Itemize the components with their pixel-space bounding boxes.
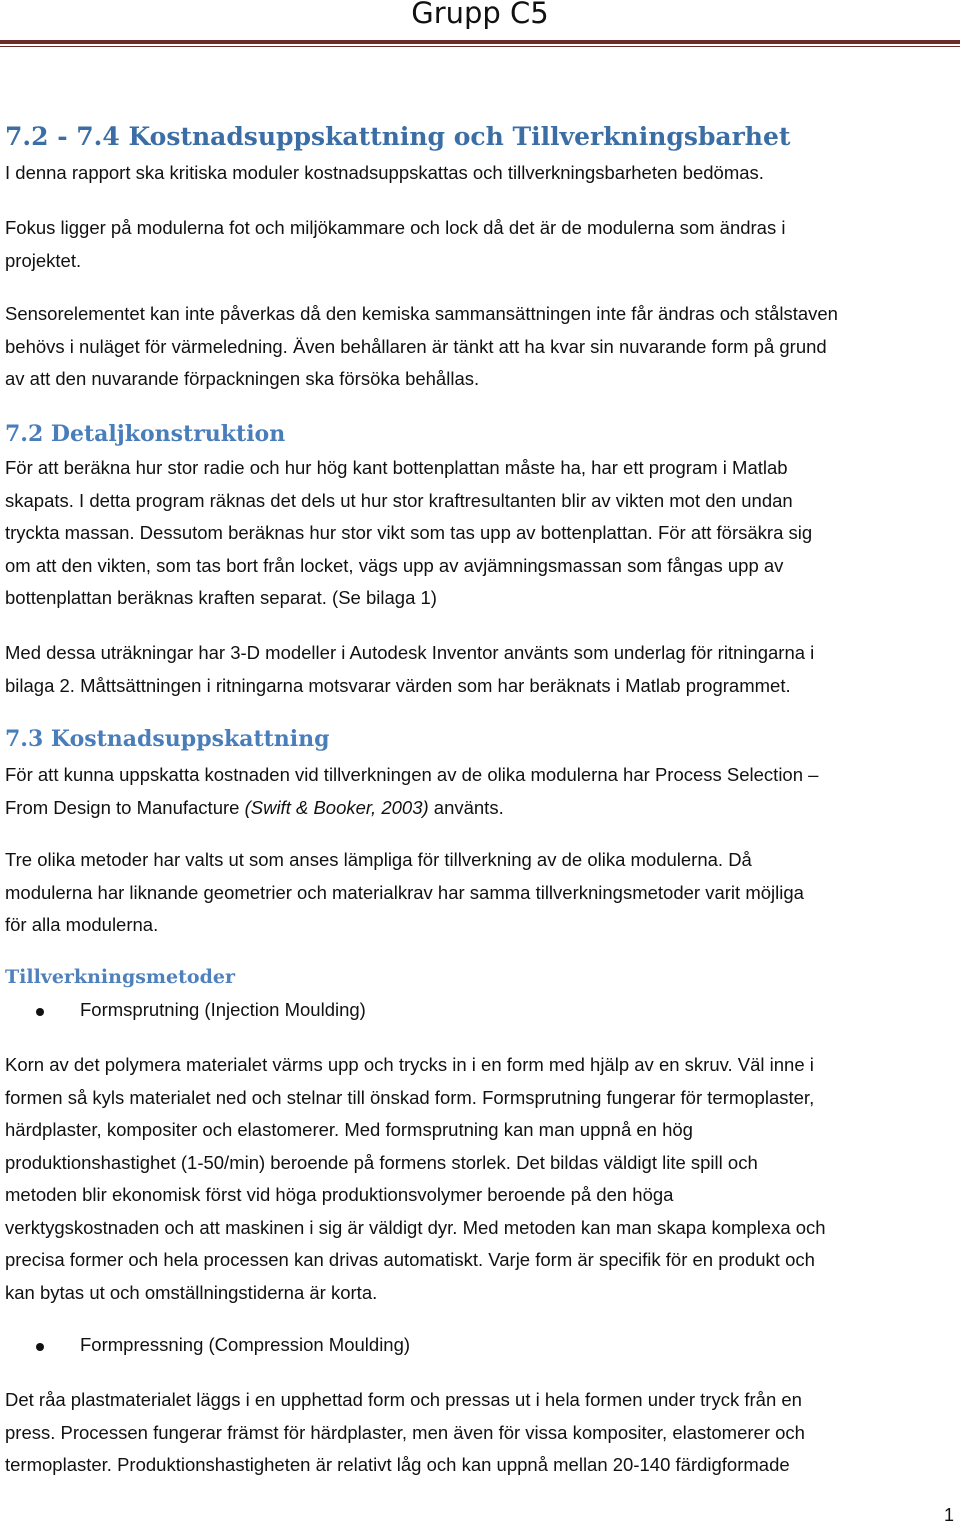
text-segment: From Design to Manufacture xyxy=(5,796,245,818)
section-heading-73: 7.3 Kostnadsuppskattning xyxy=(5,726,330,752)
text-line: bilaga 2. Måttsättningen i ritningarna motsvarar värden som har beräknats i Matlab programmet. xyxy=(5,674,791,696)
text-line: modulerna har liknande geometrier och materialkrav har samma tillverkningsmetoder varit möjliga xyxy=(5,881,804,903)
citation-reference: (Swift & Booker, 2003) xyxy=(244,796,429,818)
paragraph-focus xyxy=(5,212,960,277)
text-line: av att den nuvarande förpackningen ska försöka behållas. xyxy=(5,368,480,389)
paragraph-compression xyxy=(5,1384,960,1482)
text-line: Det råa plastmaterialet läggs i en upphettad form och pressas ut i hela formen under tryck från en xyxy=(5,1389,802,1410)
text-line: precisa former och hela processen kan drivas automatiskt. Varje form är specifik för en produkt och xyxy=(5,1249,815,1270)
text-line: bottenplattan beräknas kraften separat. (Se bilaga 1) xyxy=(5,587,437,608)
text-line: verktygskostnaden och att maskinen i sig är väldigt dyr. Med metoden kan man skapa komplexa och xyxy=(5,1216,826,1238)
text-line: Med dessa uträkningar har 3-D modeller i Autodesk Inventor använts som underlag för ritningarna i xyxy=(5,642,815,663)
text-line: Sensorelementet kan inte påverkas då den kemiska sammansättningen inte får ändras och stålstaven xyxy=(5,303,838,324)
text-line: I denna rapport ska kritiska moduler kostnadsuppskattas och tillverkningsbarheten bedömas. xyxy=(5,162,764,183)
text-line: press. Processen fungerar främst för härdplaster, men även för vissa kompositer, elastomerer och xyxy=(5,1421,805,1443)
text-line: för alla modulerna. xyxy=(5,914,159,935)
text-line: produktionshastighet (1-50/min) beroende på formens storlek. Det bildas väldigt lite spill och xyxy=(5,1151,758,1173)
header-rule-thick xyxy=(0,40,960,44)
document-header-title: Grupp C5 xyxy=(411,0,549,30)
section-heading-main: 7.2 - 7.4 Kostnadsuppskattning och Tillverkningsbarhet xyxy=(5,122,791,151)
paragraph-cost-2 xyxy=(5,844,960,942)
paragraph-detail-1 xyxy=(5,452,960,615)
section-heading-72: 7.2 Detaljkonstruktion xyxy=(5,421,286,447)
text-line: För att beräkna hur stor radie och hur hög kant bottenplattan måste ha, har ett program i Matlab xyxy=(5,457,788,478)
text-line: kan bytas ut och omställningstiderna är korta. xyxy=(5,1281,378,1303)
text-line: formen så kyls materialet ned och stelnar till önskad form. Formsprutning fungerar för termoplaster, xyxy=(5,1086,815,1108)
paragraph-injection xyxy=(5,1049,960,1309)
paragraph-cost-1 xyxy=(5,759,960,824)
text-line xyxy=(5,792,960,825)
header-rule-thin xyxy=(0,46,960,47)
paragraph-detail-2 xyxy=(5,637,960,702)
text-line: Fokus ligger på modulerna fot och miljökammare och lock då det är de modulerna som ändras i xyxy=(5,217,786,238)
text-segment: använts. xyxy=(428,796,504,818)
text-line: härdplaster, kompositer och elastomerer. Med formsprutning kan man uppnå en hög xyxy=(5,1119,693,1140)
text-line: Korn av det polymera materialet värms upp och trycks in i en form med hjälp av en skruv. Väl inne i xyxy=(5,1054,814,1075)
paragraph-intro xyxy=(5,157,960,190)
paragraph-sensor xyxy=(5,298,960,396)
page-number: 1 xyxy=(943,1505,954,1525)
text-line: skapats. I detta program räknas det dels ut hur stor kraftresultanten blir av vikten mot den undan xyxy=(5,489,793,511)
bullet-injection-moulding: Formsprutning (Injection Moulding) xyxy=(80,999,366,1020)
text-line: om att den vikten, som tas bort från locket, vägs upp av avjämningsmassan som fångas upp av xyxy=(5,554,784,576)
text-line: termoplaster. Produktionshastigheten är relativt låg och kan uppnå mellan 20-140 färdigformade xyxy=(5,1454,790,1475)
bullet-icon xyxy=(36,1008,44,1016)
bullet-compression-moulding: Formpressning (Compression Moulding) xyxy=(80,1334,411,1355)
text-line: Tre olika metoder har valts ut som anses lämpliga för tillverkning av de olika modulerna. Då xyxy=(5,849,752,870)
text-line: projektet. xyxy=(5,249,82,271)
text-line: tryckta massan. Dessutom beräknas hur stor vikt som tas upp av bottenplattan. För att försäkra sig xyxy=(5,522,813,543)
text-line: behövs i nuläget för värmeledning. Även behållaren är tänkt att ha kvar sin nuvarande form på grund xyxy=(5,335,827,357)
text-line: metoden blir ekonomisk först vid höga produktionsvolymer beroende på den höga xyxy=(5,1184,674,1205)
subheading-methods: Tillverkningsmetoder xyxy=(5,966,235,988)
text-line: För att kunna uppskatta kostnaden vid tillverkningen av de olika modulerna har Process Selection – xyxy=(5,764,819,785)
bullet-icon xyxy=(36,1343,44,1351)
